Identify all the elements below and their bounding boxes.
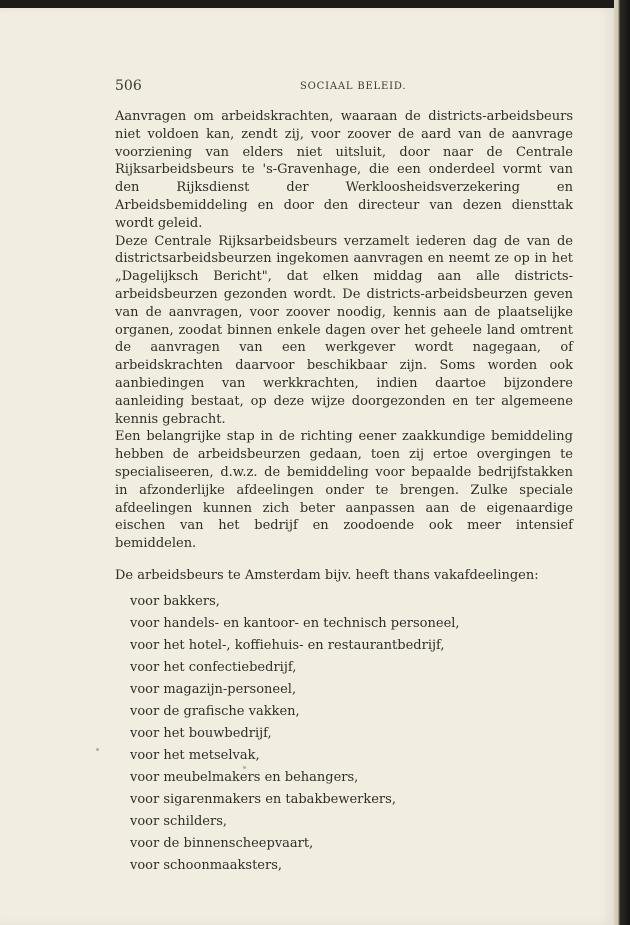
paper-speck [243,766,246,769]
book-page [0,8,614,925]
list-item: voor het confectiebedrijf, [130,659,297,675]
list-item: voor schoonmaaksters, [130,857,283,873]
running-head: SOCIAAL BELEID. [300,81,407,92]
list-item: voor het metselvak, [130,747,260,763]
department-list [115,591,573,877]
list-item: voor schilders, [130,813,228,829]
paragraph: Een belangrijke stap in de richting eener zaakkundige bemiddeling hebben de arbeidsbeurzen gedaan, toen zij ertoe overgingen te specialiseeren, d.w.z. de bemiddeling voor bepaalde bedrijfstakken in afzonderlijke afdeelingen onder te brengen. Zulke speciale afdeelingen kunnen zich beter aanpassen aan de eigenaardige eischen van het bedrijf en zoodoende ook meer intensief bemiddelen. [115,429,573,552]
list-item: voor de binnenscheepvaart, [130,835,314,851]
list-item: voor meubelmakers en behangers, [130,769,359,785]
page-number: 506 [115,78,142,94]
paragraph: Aanvragen om arbeidskrachten, waaraan de districts-arbeidsbeurs niet voldoen kan, zendt zij, voor zoover de aard van de aanvrage voorziening van elders niet uitsluit, door naar de Centrale Rijksarbeidsbeurs te 's-Gravenhage, die een onderdeel vormt van den Rijksdienst der Werkloosheidsverzekering en Arbeidsbemiddeling en door den directeur van dezen diensttak wordt geleid. [115,109,573,231]
page-header [115,78,571,98]
page-edge [614,0,630,925]
list-item: voor de grafische vakken, [130,703,300,719]
list-item: voor het bouwbedrijf, [130,725,272,741]
list-item: voor het hotel-, koffiehuis- en restaurantbedrijf, [130,637,445,653]
paper-speck [96,748,99,751]
list-item: voor handels- en kantoor- en technisch personeel, [130,615,460,631]
list-item: voor bakkers, [130,593,220,609]
list-intro: De arbeidsbeurs te Amsterdam bijv. heeft thans vakafdeelingen: [115,567,539,583]
paragraph: Deze Centrale Rijksarbeidsbeurs verzamelt iederen dag de van de districtsarbeidsbeurzen ingekomen aanvragen en neemt ze op in het „Dagelijksch Bericht", dat elken middag aan alle districts-arbeidsbeurzen gezonden wordt. De districts-arbeidsbeurzen geven van de aanvragen, voor zoover noodig, kennis aan de plaatselijke organen, zoodat binnen enkele dagen over het geheele land omtrent de aanvragen van een werkgever wordt nagegaan, of arbeidskrachten daarvoor beschikbaar zijn. Soms worden ook aanbiedingen van werkkrachten, indien daartoe bijzondere aanleiding bestaat, op deze wijze doorgezonden en ter algemeene kennis gebracht. [115,233,573,427]
list-item: voor sigarenmakers en tabakbewerkers, [130,791,396,807]
list-item: voor magazijn-personeel, [130,681,297,697]
body-text [115,108,573,877]
